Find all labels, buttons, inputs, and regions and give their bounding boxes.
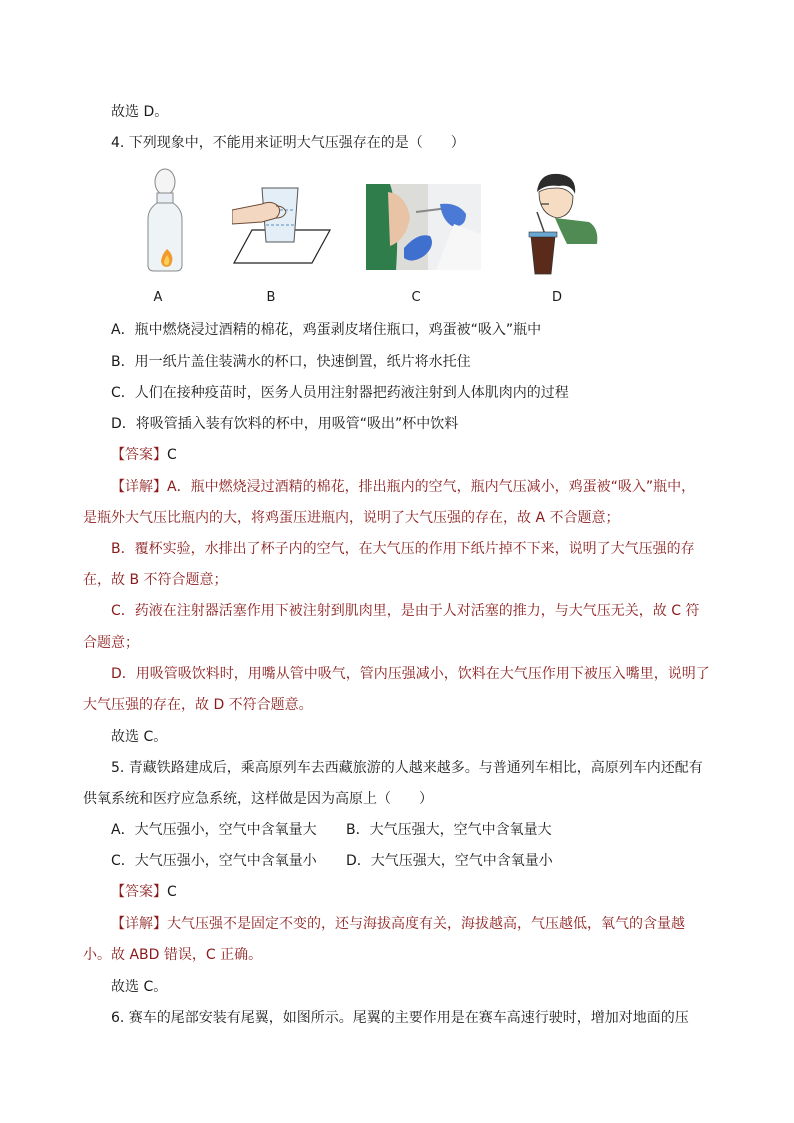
q4-detail-line-6: 合题意； <box>83 635 139 651</box>
q4-detail-tag: 【详解】 <box>111 479 167 495</box>
q5-answer-tag: 【答案】 <box>111 884 167 900</box>
q5-detail-line-2: 小。故 ABD 错误，C 正确。 <box>83 947 263 963</box>
q6-stem: 6. 赛车的尾部安装有尾翼，如图所示。尾翼的主要作用是在赛车高速行驶时，增加对地面的压 <box>111 1010 689 1026</box>
q5-option-c: C．大气压强小，空气中含氧量小 <box>111 853 317 869</box>
boy-straw-icon <box>527 170 599 276</box>
figure-label-b: B <box>266 290 276 305</box>
q4-detail-line-2: 是瓶外大气压比瓶内的大，将鸡蛋压进瓶内，说明了大气压强的存在，故 A 不合题意； <box>83 510 620 526</box>
q5-conclusion: 故选 C。 <box>111 979 168 995</box>
q5-detail-tag: 【详解】 <box>111 916 167 932</box>
q4-answer-value: C <box>167 447 177 463</box>
q4-option-c: C．人们在接种疫苗时，医务人员用注射器把药液注射到人体肌肉内的过程 <box>111 385 569 401</box>
figure-d-straw-drink <box>527 170 599 276</box>
q5-stem-line-2: 供氧系统和医疗应急系统，这样做是因为高原上（ ） <box>83 791 433 807</box>
q4-detail-line-5: C．药液在注射器活塞作用下被注射到肌肉里，是由于人对活塞的推力，与大气压无关，故 C 符 <box>111 603 700 619</box>
q5-option-a: A．大气压强小，空气中含氧量大 <box>111 822 317 838</box>
vaccination-photo-icon <box>366 184 481 270</box>
q5-answer-value: C <box>167 884 177 900</box>
q5-option-b: B．大气压强大，空气中含氧量大 <box>346 822 552 838</box>
figure-label-c: C <box>411 290 421 305</box>
q4-conclusion: 故选 C。 <box>111 729 168 745</box>
figure-label-d: D <box>551 290 562 305</box>
q4-answer-tag: 【答案】 <box>111 447 167 463</box>
q4-option-d: D．将吸管插入装有饮料的杯中，用吸管“吸出”杯中饮料 <box>111 416 459 432</box>
figure-label-a: A <box>153 290 163 305</box>
q5-answer <box>111 882 177 902</box>
q4-detail-line-4: 在，故 B 不符合题意； <box>83 572 228 588</box>
q4-option-b: B．用一纸片盖住装满水的杯口，快速倒置，纸片将水托住 <box>111 354 471 370</box>
q4-detail-line-3: B．覆杯实验，水排出了杯子内的空气，在大气压的作用下纸片掉不下来，说明了大气压强的存 <box>111 541 695 557</box>
prev-conclusion: 故选 D。 <box>111 104 169 120</box>
q5-option-d: D．大气压强大，空气中含氧量小 <box>346 853 553 869</box>
q4-detail-text-1: A．瓶中燃烧浸过酒精的棉花，排出瓶内的空气，瓶内气压减小，鸡蛋被“吸入”瓶中， <box>167 479 696 495</box>
q4-detail-line-8: 大气压强的存在，故 D 不符合题意。 <box>83 697 313 713</box>
figure-b-cup-paper <box>232 180 332 265</box>
cup-paper-icon <box>232 180 332 265</box>
bottle-egg-icon <box>140 165 190 275</box>
figure-c-vaccination-photo <box>366 184 481 270</box>
q5-detail-text-1: 大气压强不是固定不变的，还与海拔高度有关，海拔越高，气压越低，氧气的含量越 <box>167 916 685 932</box>
q4-detail-line-1 <box>111 477 695 497</box>
q5-detail-line-1 <box>111 914 685 934</box>
figure-a-bottle-egg <box>140 165 190 275</box>
q5-stem-line-1: 5. 青藏铁路建成后，乘高原列车去西藏旅游的人越来越多。与普通列车相比，高原列车内还配有 <box>111 760 703 776</box>
q4-option-a: A．瓶中燃烧浸过酒精的棉花，鸡蛋剥皮堵住瓶口，鸡蛋被“吸入”瓶中 <box>111 322 542 338</box>
q4-detail-line-7: D．用吸管吸饮料时，用嘴从管中吸气，管内压强减小，饮料在大气压作用下被压入嘴里，说明了 <box>111 666 710 682</box>
q4-answer <box>111 445 177 465</box>
q4-stem: 4. 下列现象中，不能用来证明大气压强存在的是（ ） <box>111 135 465 151</box>
